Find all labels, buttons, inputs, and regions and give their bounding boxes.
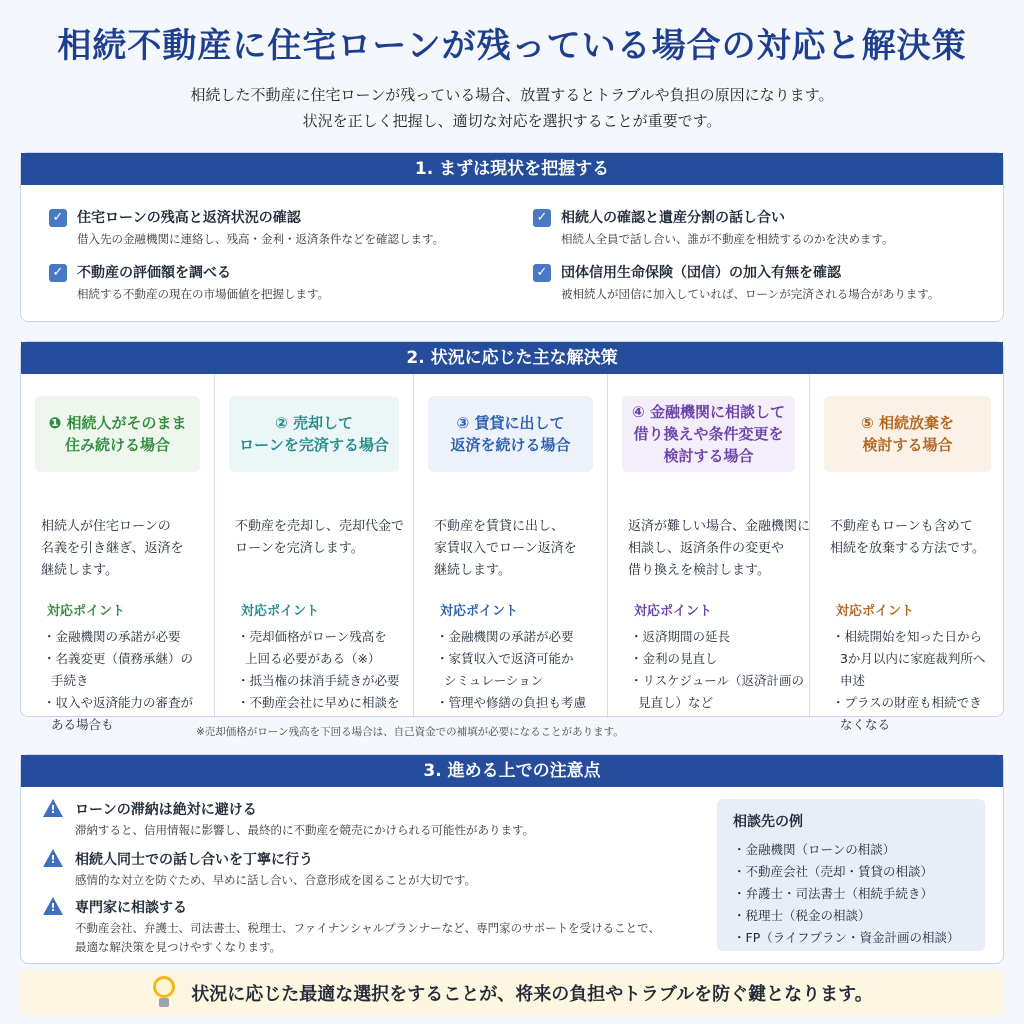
list-item: ・家賃収入で返済可能か シミュレーション <box>436 651 574 688</box>
checkbox-checked-icon: ✓ <box>49 209 67 227</box>
point-list <box>630 626 803 714</box>
solution-desc: 不動産を売却し、売却代金で ローンを完済します。 <box>235 519 405 556</box>
consultation-box <box>717 799 985 951</box>
list-item: ・相続開始を知った日から 3か月以内に家庭裁判所へ 申述 <box>832 629 986 688</box>
solution-column <box>21 374 215 732</box>
solution-title <box>428 396 593 472</box>
point-label: 対応ポイント <box>241 604 320 619</box>
list-item: ・金融機関の承諾が必要 <box>436 629 574 644</box>
list-item: ・不動産会社に早めに相談を <box>237 695 400 710</box>
list-item: ・弁護士・司法書士（相続手続き） <box>733 886 934 901</box>
conclusion-bar <box>20 970 1004 1016</box>
point-list <box>43 626 208 736</box>
list-item: ・FP（ライフプラン・資金計画の相談） <box>733 930 960 945</box>
list-item: ・収入や返済能力の審査が ある場合も <box>43 695 194 732</box>
intro-line: 相続した不動産に住宅ローンが残っている場合、放置するとトラブルや負担の原因になります。 <box>190 86 834 104</box>
solution-title-text: ② 売却して ローンを完済する場合 <box>239 414 389 454</box>
solution-title <box>35 396 200 472</box>
list-item: ・管理や修繕の負担も考慮 <box>436 695 587 710</box>
list-item: ・リスケジュール（返済計画の 見直し）など <box>630 673 805 710</box>
list-item: ・名義変更（債務承継）の 手続き <box>43 651 194 688</box>
point-label: 対応ポイント <box>440 604 519 619</box>
point-label: 対応ポイント <box>47 604 126 619</box>
consultation-title: 相談先の例 <box>733 814 803 830</box>
list-item: ・売却価格がローン残高を 上回る必要がある（※） <box>237 629 387 666</box>
list-item: ・金融機関（ローンの相談） <box>733 842 896 857</box>
warning-title: 専門家に相談する <box>75 900 187 916</box>
list-item: ・税理士（税金の相談） <box>733 908 871 923</box>
solution-title <box>229 396 399 472</box>
point-list <box>832 626 999 736</box>
point-list <box>436 626 601 714</box>
solution-title <box>824 396 991 472</box>
intro-text <box>0 82 1024 134</box>
warning-desc: 不動産会社、弁護士、司法書士、税理士、ファイナンシャルプランナーなど、専門家のサポートを受けることで、 最適な解決策を見つけやすくなります。 <box>75 921 660 954</box>
checkbox-checked-icon: ✓ <box>533 209 551 227</box>
page-title: 相続不動産に住宅ローンが残っている場合の対応と解決策 <box>57 26 967 66</box>
list-item: ・抵当権の抹消手続きが必要 <box>237 673 400 688</box>
check-title: 相続人の確認と遺産分割の話し合い <box>561 210 785 226</box>
list-item: ・返済期間の延長 <box>630 629 731 644</box>
check-title: 団体信用生命保険（団信）の加入有無を確認 <box>561 265 841 281</box>
conclusion-text: 状況に応じた最適な選択をすることが、将来の負担やトラブルを防ぐ鍵となります。 <box>191 984 873 1005</box>
checkbox-checked-icon: ✓ <box>49 264 67 282</box>
intro-line: 状況を正しく把握し、適切な対応を選択することが重要です。 <box>302 112 722 130</box>
section-heading: 2. 状況に応じた主な解決策 <box>21 342 1003 374</box>
consultation-list <box>733 839 969 949</box>
check-desc: 借入先の金融機関に連絡し、残高・金利・返済条件などを確認します。 <box>77 232 445 246</box>
section-heading: 3. 進める上での注意点 <box>21 755 1003 787</box>
warning-desc: 感情的な対立を防ぐため、早めに話し合い、合意形成を図ることが大切です。 <box>75 873 477 887</box>
section-heading: 1. まずは現状を把握する <box>21 153 1003 185</box>
solution-title <box>622 396 795 472</box>
check-title: 住宅ローンの残高と返済状況の確認 <box>77 210 301 226</box>
list-item: ・金利の見直し <box>630 651 718 666</box>
point-label: 対応ポイント <box>634 604 713 619</box>
point-list <box>237 626 407 714</box>
solution-title-text: ⑤ 相続放棄を 検討する場合 <box>861 414 954 454</box>
solution-column <box>414 374 608 718</box>
warning-title: ローンの滞納は絶対に避ける <box>75 802 257 818</box>
solution-column <box>810 374 1005 732</box>
solution-title-text: ③ 賃貸に出して 返済を続ける場合 <box>450 414 571 454</box>
solution-title-text: ❶ 相続人がそのまま 住み続ける場合 <box>48 414 187 454</box>
solution-title-text: ④ 金融機関に相談して 借り換えや条件変更を 検討する場合 <box>632 403 785 465</box>
warning-desc: 滞納すると、信用情報に影響し、最終的に不動産を競売にかけられる可能性があります。 <box>75 823 535 837</box>
check-desc: 被相続人が団信に加入していれば、ローンが完済される場合があります。 <box>561 287 940 301</box>
section-cautions: 3. 進める上での注意点 ! ローンの滞納は絶対に避ける 滞納すると、信用情報に影響し、最終的に不動産を競売にかけられる可能性があります。 ! 相続人同士での話し合いを丁寧に行う 感情的な対立を防ぐため、早めに話し合い、合意形成を図ることが大切です。 ! 専門家に相談する 不動産会社、弁護士、司法書士、税理士、ファイナンシャルプランナーなど、専門家のサポートを受けることで、 最適な解決策を見つけやすくなります。 相談先の例 ・金融機関（ローンの相談） ・不動産会社（売却・賃貸の相談） ・弁護士・司法書士（相続手続き） ・税理士（税金の相談） ・FP（ライフプラン・資金計画の相談） <box>20 754 1004 964</box>
list-item: ・金融機関の承諾が必要 <box>43 629 181 644</box>
check-desc: 相続する不動産の現在の市場価値を把握します。 <box>77 287 330 301</box>
footnote: ※売却価格がローン残高を下回る場合は、自己資金での補填が必要になることがあります。 <box>196 726 624 738</box>
section-current-status <box>20 152 1004 322</box>
solution-desc: 返済が難しい場合、金融機関に 相談し、返済条件の変更や 借り換えを検討します。 <box>628 519 811 578</box>
checkbox-checked-icon: ✓ <box>533 264 551 282</box>
check-title: 不動産の評価額を調べる <box>77 265 231 281</box>
solution-column <box>215 374 414 718</box>
solution-desc: 相続人が住宅ローンの 名義を引き継ぎ、返済を 継続します。 <box>41 519 184 578</box>
solution-column <box>608 374 810 718</box>
list-item: ・プラスの財産も相続でき なくなる <box>832 695 982 732</box>
check-desc: 相続人全員で話し合い、誰が不動産を相続するのかを決めます。 <box>561 232 894 246</box>
point-label: 対応ポイント <box>836 604 915 619</box>
lightbulb-icon <box>151 976 177 1010</box>
solution-desc: 不動産もローンも含めて 相続を放棄する方法です。 <box>830 519 985 556</box>
solution-desc: 不動産を賃貸に出し、 家賃収入でローン返済を 継続します。 <box>434 519 577 578</box>
warning-title: 相続人同士での話し合いを丁寧に行う <box>75 852 313 868</box>
check-list <box>21 185 1003 323</box>
list-item: ・不動産会社（売却・賃貸の相談） <box>733 864 934 879</box>
